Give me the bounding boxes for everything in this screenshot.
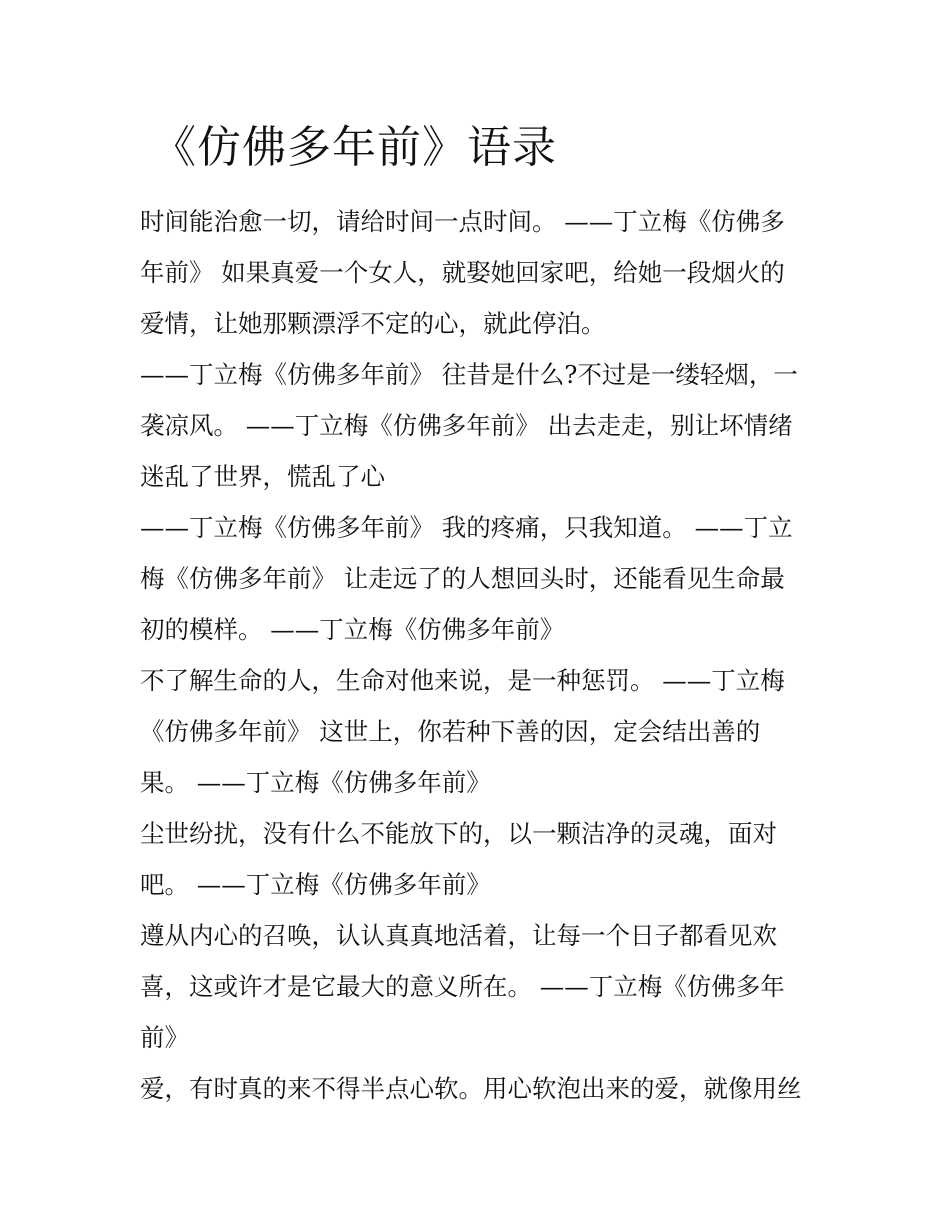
text-line: ——丁立梅《仿佛多年前》 我的疼痛，只我知道。 ——丁立 xyxy=(140,513,793,542)
text-line: ——丁立梅《仿佛多年前》 往昔是什么?不过是一缕轻烟，一 xyxy=(140,360,798,389)
text-line: 尘世纷扰，没有什么不能放下的，以一颗洁净的灵魂，面对 xyxy=(140,819,777,848)
text-line: 前》 xyxy=(140,1023,189,1052)
text-line: 时间能治愈一切，请给时间一点时间。 ——丁立梅《仿佛多 xyxy=(140,207,785,236)
text-line: 遵从内心的召唤，认认真真地活着，让每一个日子都看见欢 xyxy=(140,921,777,950)
document-title: 《仿佛多年前》语录 xyxy=(152,122,557,173)
text-line: 《仿佛多年前》 这世上，你若种下善的因，定会结出善的 xyxy=(140,717,761,746)
text-line: 梅《仿佛多年前》 让走远了的人想回头时，还能看见生命最 xyxy=(140,564,785,593)
document-body xyxy=(140,196,840,1114)
text-line: 爱情，让她那颗漂浮不定的心，就此停泊。 xyxy=(140,309,606,338)
text-line: 年前》 如果真爱一个女人，就娶她回家吧，给她一段烟火的 xyxy=(140,258,785,287)
text-line: 袭凉风。 ——丁立梅《仿佛多年前》 出去走走，别让坏情绪 xyxy=(140,411,793,440)
text-line: 果。 ——丁立梅《仿佛多年前》 xyxy=(140,768,491,797)
text-line: 初的模样。 ——丁立梅《仿佛多年前》 xyxy=(140,615,565,644)
text-line: 吧。 ——丁立梅《仿佛多年前》 xyxy=(140,870,491,899)
text-line: 迷乱了世界，慌乱了心 xyxy=(140,462,385,491)
text-line: 不了解生命的人，生命对他来说，是一种惩罚。 ——丁立梅 xyxy=(140,666,785,695)
text-line: 喜，这或许才是它最大的意义所在。 ——丁立梅《仿佛多年 xyxy=(140,972,785,1001)
text-line: 爱，有时真的来不得半点心软。用心软泡出来的爱，就像用丝 xyxy=(140,1074,802,1103)
